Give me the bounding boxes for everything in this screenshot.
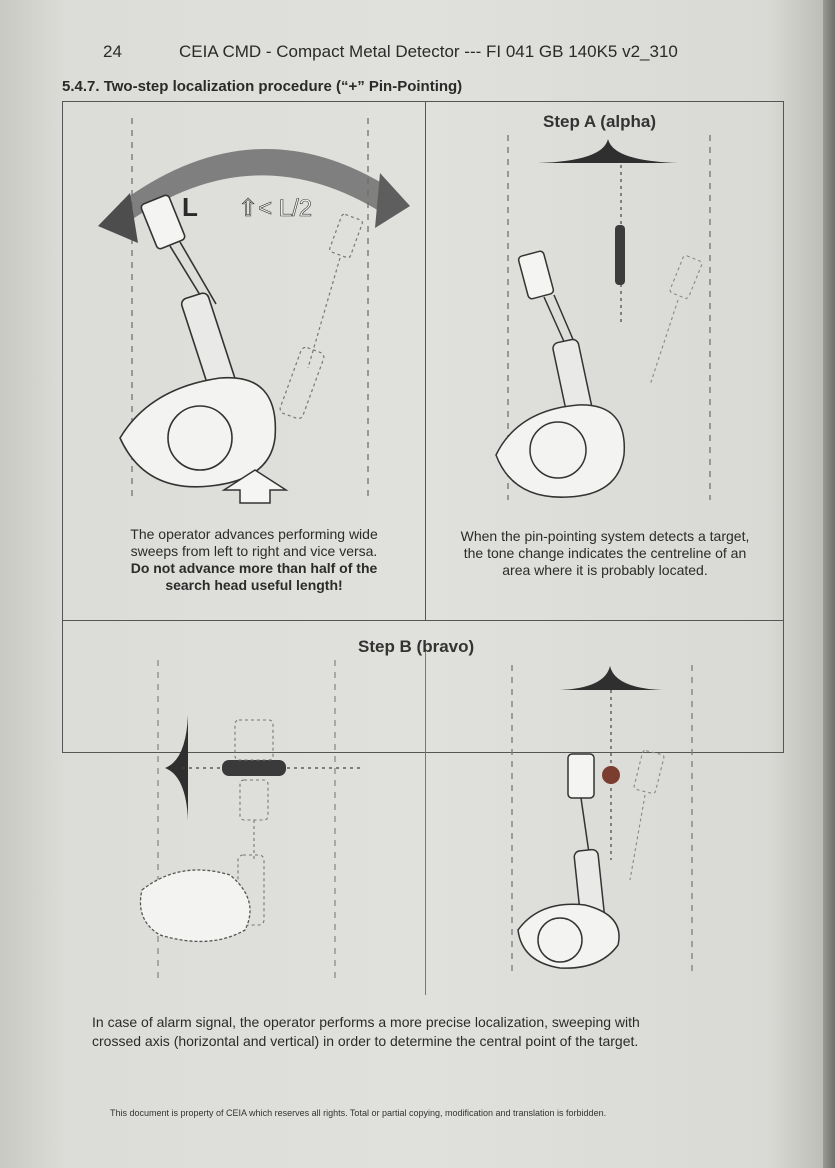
- step-b-vertical-illustration: [490, 660, 720, 990]
- step-a-caption-line1: When the pin-pointing system detects a target,: [460, 528, 750, 544]
- step-a-caption-line2: the tone change indicates the centreline of an: [463, 545, 747, 561]
- operator-top-view: [120, 378, 275, 487]
- page-number: 24: [103, 42, 122, 61]
- step-b-caption-line2: crossed axis (horizontal and vertical) in order to determine the central point of the target.: [92, 1033, 639, 1049]
- target-marker: [602, 766, 620, 784]
- sweep-caption-line1: The operator advances performing wide: [130, 526, 378, 542]
- operator-top-view: [140, 870, 250, 941]
- sweep-warning-line1: Do not advance more than half of the: [130, 560, 378, 576]
- label-half-length: ⇧< L/2: [238, 195, 313, 222]
- page-footer: This document is property of CEIA which reserves all rights. Total or partial copying, modification and translation is forbidden.: [110, 1108, 607, 1118]
- document-title: CEIA CMD - Compact Metal Detector --- FI 041 GB 140K5 v2_310: [179, 42, 678, 61]
- sweep-illustration: [90, 108, 420, 508]
- target-marker: [615, 225, 625, 285]
- step-b-caption: [92, 1013, 772, 1051]
- operator-top-view: [496, 405, 624, 497]
- step-a-caption-line3: area where it is probably located.: [502, 562, 708, 578]
- metal-detector-ghost: [279, 213, 363, 420]
- step-a-title: Step A (alpha): [543, 112, 657, 131]
- step-b-horizontal-illustration: [120, 660, 400, 990]
- sweep-caption: [98, 526, 410, 594]
- sweep-warning-line2: search head useful length!: [165, 577, 343, 593]
- sweep-caption-line2: sweeps from left to right and vice versa.: [130, 543, 378, 559]
- target-marker: [222, 760, 286, 776]
- label-l: L: [182, 192, 198, 222]
- step-b-caption-line1: In case of alarm signal, the operator performs a more precise localization, sweeping with: [92, 1014, 640, 1030]
- panel-divider-bottom: [425, 650, 426, 995]
- metal-detector-ghost: [630, 750, 665, 880]
- metal-detector-ghost: [650, 255, 703, 385]
- panel-divider-top: [425, 101, 426, 620]
- step-b-title: Step B (bravo): [358, 637, 475, 656]
- step-a-caption: [430, 528, 780, 579]
- scan-edge-shadow: [823, 0, 835, 1168]
- operator-top-view: [518, 904, 619, 968]
- signal-peak: [538, 139, 678, 163]
- page-header: [103, 42, 723, 62]
- step-a-illustration: [478, 135, 748, 505]
- signal-peak: [560, 666, 662, 690]
- panel-divider-middle: [62, 620, 784, 621]
- section-title: 5.4.7. Two-step localization procedure (“+” Pin-Pointing): [62, 78, 463, 95]
